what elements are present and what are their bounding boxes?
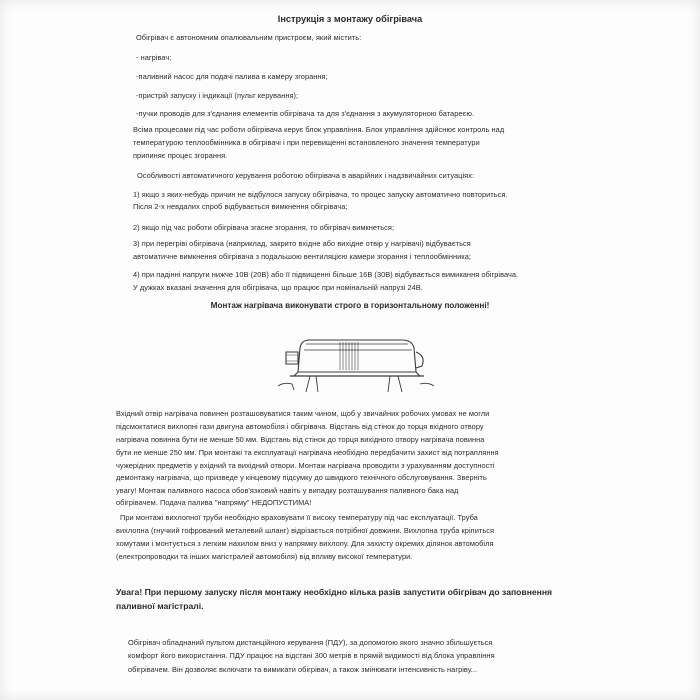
remote-paragraph-line: Обігрівач обладнаний пультом дистанційного керування (ПДУ), за допомогою якого значно збільшується: [128, 638, 493, 647]
situation-3-line: 3) при перегріві обігрівача (наприклад, закрито вхідне або вихідне отвір у нагрівачі) відбувається: [133, 239, 471, 248]
warning-line: Увага! При першому запуску після монтажу необхідно кілька разів запустити обігрівач до заповнення: [116, 587, 553, 597]
control-paragraph-line: припиняє процес згорання.: [133, 151, 228, 160]
remote-paragraph-line: обігрівачем. Він дозволяє включати та вимикати обігрівач, а також змінювати інтенсивність нагріву...: [128, 665, 478, 674]
situation-1-line: Після 2-х невдалих спроб відбувається вимкнення обігрівача;: [133, 202, 348, 211]
component-item: - нагрівач;: [136, 53, 172, 62]
mount-heading: Монтаж нагрівача виконувати строго в горизонтальному положенні!: [210, 301, 490, 310]
component-item: -паливний насос для подачі палива в камеру згорання;: [136, 72, 328, 81]
exhaust-paragraph-line: хомутами і монтується з легким нахилом вниз у напрямку вихлопу. Для захисту окремих ділянок автомобіля: [116, 539, 494, 548]
situation-4-line: У дужках вказані значення для обігрівача, що працює при номінальній напрузі 24В.: [133, 283, 423, 292]
mount-paragraph-line: чужерідних предметів у вхідний та вихідний отвори. Монтаж нагрівача проводити з урахуванням доступності: [116, 461, 495, 470]
mount-paragraph-line: підсмоктатися вихлопні гази двигуна автомобіля і обігрівача. Відстань від стінок до торця вхідного отвору: [116, 422, 484, 431]
component-item: -пристрій запуску і індикації (пульт керування);: [136, 91, 299, 100]
component-item: -пучки проводів для з'єднання елементів обігрівача та для з'єднання з акумуляторною батареєю.: [136, 109, 475, 118]
control-paragraph-line: температурою теплообмінника в обігрівачі і при перевищенні встановленого значення температури: [133, 138, 480, 147]
warning-line: паливної магістралі.: [116, 601, 204, 611]
control-paragraph-line: Всіма процесами під час роботи обігрівача керує блок управління. Блок управління здійснює контроль над: [133, 125, 505, 134]
remote-paragraph-line: комфорт його використання. ПДУ працює на відстані 300 метрів в прямій видимості від блока управління: [128, 651, 495, 660]
situation-2-line: 2) якщо під час роботи обігрівача згасне згорання, то обігрівач вимкнеться;: [133, 223, 395, 232]
document-title: Інструкція з монтажу обігрівача: [277, 14, 423, 24]
mount-paragraph-line: обігрівачем. Подача палива "напряму" НЕДОПУСТИМА!: [116, 498, 312, 507]
heater-diagram: [270, 326, 440, 396]
mount-paragraph-line: увагу! Монтаж паливного насоса обов'язковий навіть у випадку розташування паливного бака над: [116, 486, 459, 495]
exhaust-paragraph-line: вихлопна (гнучкий гофрований металевий шланг) відрізається потрібної довжини. Вихлопна труба кріпиться: [116, 526, 495, 535]
exhaust-paragraph-line: (електропроводки та інших магістралей автомобіля) від впливу високої температури.: [116, 552, 413, 561]
situation-3-line: автоматичне вимкнення обігрівача з подальшою вентиляцією камери згорання і теплообмінника;: [133, 252, 471, 261]
exhaust-paragraph-line: При монтажі вихлопної труби необхідно враховувати її високу температуру під час експлуатації. Труба: [120, 513, 478, 522]
intro-line: Обігрівач є автономним опалювальним пристроєм, який містить:: [136, 33, 362, 42]
situation-1-line: 1) якщо з яких-небудь причин не відбулося запуску обігрівача, то процес запуску автоматично повториться.: [133, 190, 508, 199]
mount-paragraph-line: демонтажу нагрівача, що призведе у кінцевому підсумку до швидкого технічного обслуговування. Зверніть: [116, 473, 487, 482]
mount-paragraph-line: нагрівача повинна бути не менше 50 мм. Відстань від стінок до торця вихідного отвору нагрівача повинна: [116, 435, 485, 444]
auto-control-intro: Особливості автоматичного керування роботою обігрівача в аварійних і надзвичайних ситуаціях:: [137, 171, 475, 180]
situation-4-line: 4) при падінні напруги нижче 10В (20В) або її підвищенні більше 16В (30В) відбувається вимикання обігрівача.: [133, 270, 519, 279]
mount-paragraph-line: бути не менше 250 мм. При монтажі та експлуатації нагрівача необхідно передбачити захист від потрапляння: [116, 448, 499, 457]
mount-paragraph-line: Вхідний отвір нагрівача повинен розташовуватися таким чином, щоб у звичайних робочих умовах не могли: [116, 409, 490, 418]
